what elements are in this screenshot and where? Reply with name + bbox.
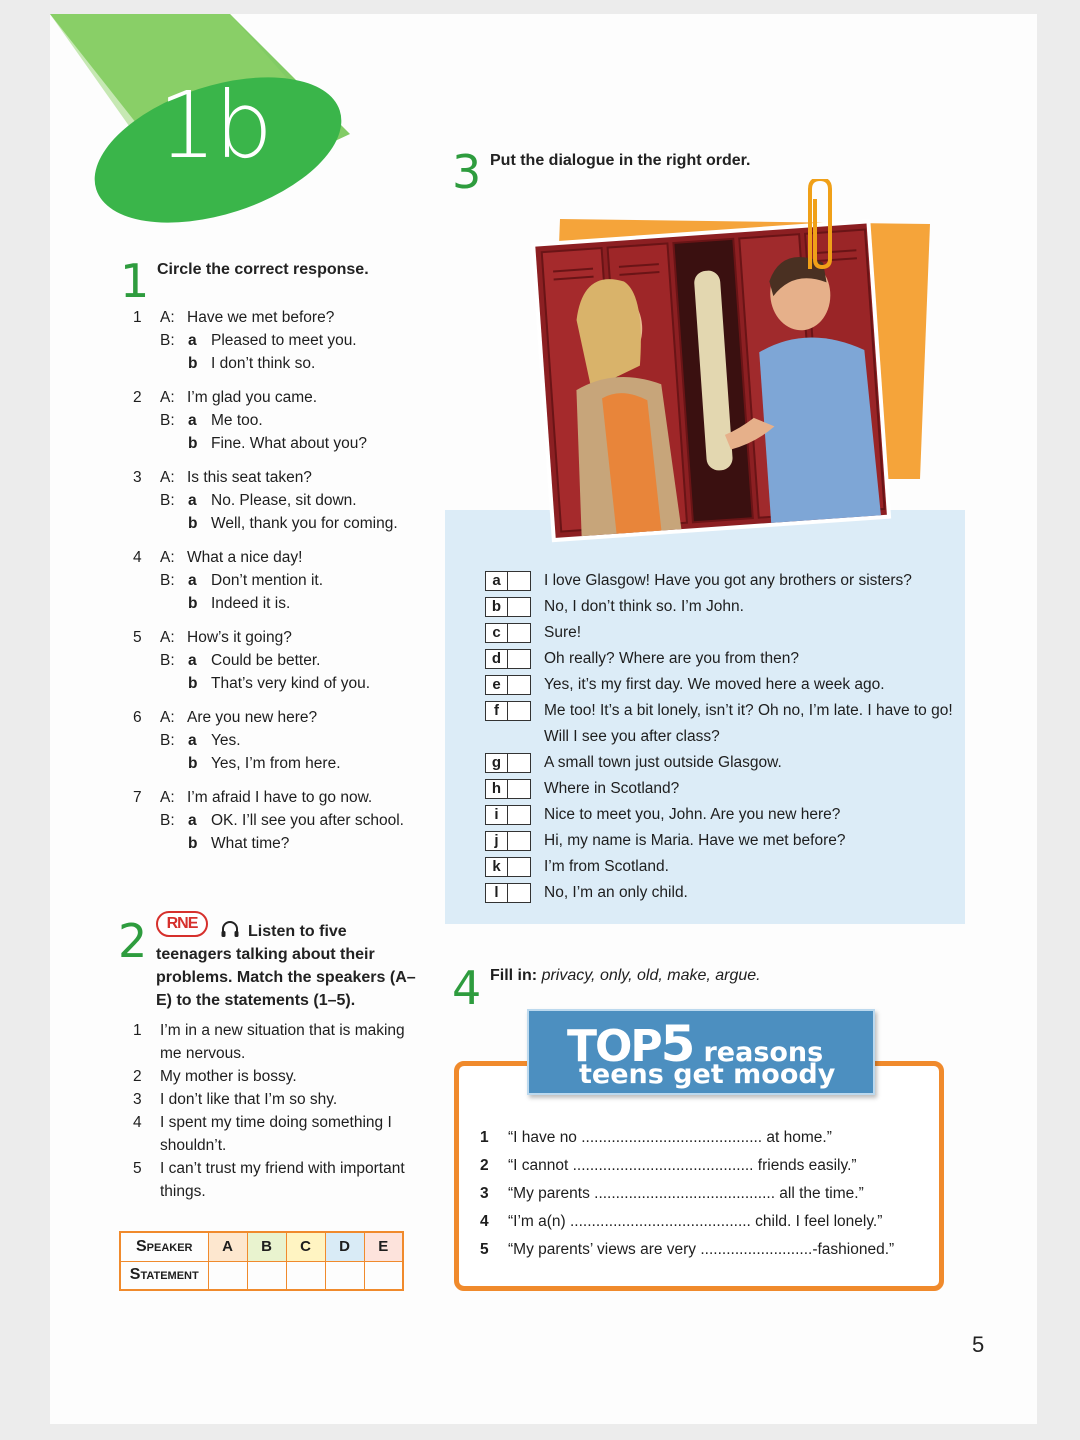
statement-item bbox=[130, 1111, 430, 1157]
speaker-table bbox=[119, 1231, 404, 1291]
fill-in-label: Fill in: bbox=[490, 967, 538, 984]
speaker-a-label: A: bbox=[160, 549, 175, 566]
dialogue-line bbox=[485, 828, 955, 854]
speaker-a: A bbox=[208, 1232, 247, 1261]
order-box[interactable] bbox=[485, 675, 531, 695]
question-prompt: I’m glad you came. bbox=[187, 389, 318, 406]
dialogue-text: Nice to meet you, John. Are you new here? bbox=[544, 806, 841, 823]
dialogue-line bbox=[485, 880, 955, 906]
statement-cell-a[interactable] bbox=[208, 1261, 247, 1290]
statement-item bbox=[130, 1065, 430, 1088]
order-box[interactable] bbox=[485, 857, 531, 877]
question-number: 5 bbox=[133, 629, 142, 646]
option-a[interactable]: Yes. bbox=[211, 732, 241, 749]
option-b-letter: b bbox=[188, 755, 198, 772]
dialogue-letter: k bbox=[486, 858, 508, 876]
exercise-2-number: 2 bbox=[118, 914, 148, 968]
dialogue-text: Oh really? Where are you from then? bbox=[544, 650, 800, 667]
speaker-a-label: A: bbox=[160, 629, 175, 646]
statement-cell-c[interactable] bbox=[286, 1261, 325, 1290]
dialogue-text: I’m from Scotland. bbox=[544, 858, 669, 875]
speaker-b: B bbox=[247, 1232, 286, 1261]
speaker-b-label: B: bbox=[160, 652, 175, 669]
order-box[interactable] bbox=[485, 883, 531, 903]
option-b-letter: b bbox=[188, 435, 198, 452]
dialogue-lines bbox=[485, 568, 955, 906]
question-number: 2 bbox=[133, 389, 142, 406]
speaker-a-label: A: bbox=[160, 309, 175, 326]
order-box[interactable] bbox=[485, 805, 531, 825]
banner-top: TOP bbox=[567, 1021, 661, 1072]
question-item bbox=[128, 546, 428, 626]
statement-number: 3 bbox=[133, 1091, 142, 1108]
option-a-letter: a bbox=[188, 412, 197, 429]
order-box[interactable] bbox=[485, 779, 531, 799]
exercise-3-number: 3 bbox=[452, 145, 482, 199]
dialogue-line bbox=[485, 802, 955, 828]
option-b[interactable]: Fine. What about you? bbox=[211, 435, 367, 452]
fill-in-sentence[interactable]: “My parents’ views are very ..........................-fashioned.” bbox=[508, 1241, 895, 1258]
option-a-letter: a bbox=[188, 812, 197, 829]
statement-cell-b[interactable] bbox=[247, 1261, 286, 1290]
option-b-letter: b bbox=[188, 675, 198, 692]
dialogue-letter: a bbox=[486, 572, 508, 590]
question-prompt: Are you new here? bbox=[187, 709, 318, 726]
option-a[interactable]: Could be better. bbox=[211, 652, 321, 669]
dialogue-text: Sure! bbox=[544, 624, 582, 641]
order-box[interactable] bbox=[485, 597, 531, 617]
fill-in-number: 4 bbox=[480, 1213, 489, 1230]
question-item bbox=[128, 386, 428, 466]
dialogue-line bbox=[485, 854, 955, 880]
speaker-b-label: B: bbox=[160, 332, 175, 349]
statement-text: My mother is bossy. bbox=[160, 1068, 297, 1085]
speaker-a-label: A: bbox=[160, 789, 175, 806]
option-b[interactable]: Well, thank you for coming. bbox=[211, 515, 398, 532]
exercise-4-instruction bbox=[490, 967, 761, 985]
question-number: 1 bbox=[133, 309, 142, 326]
statement-cell-d[interactable] bbox=[325, 1261, 364, 1290]
dialogue-line bbox=[485, 698, 955, 750]
lockers-photo bbox=[520, 179, 950, 549]
word-bank: privacy, only, old, make, argue. bbox=[541, 967, 761, 984]
option-b[interactable]: Yes, I’m from here. bbox=[211, 755, 341, 772]
statement-cell-e[interactable] bbox=[364, 1261, 403, 1290]
order-box[interactable] bbox=[485, 831, 531, 851]
speaker-e: E bbox=[364, 1232, 403, 1261]
question-number: 7 bbox=[133, 789, 142, 806]
statement-item bbox=[130, 1019, 430, 1065]
option-b-letter: b bbox=[188, 355, 198, 372]
exercise-2-statements bbox=[130, 1019, 430, 1203]
banner-five: 5 bbox=[660, 1015, 696, 1073]
dialogue-line bbox=[485, 776, 955, 802]
question-prompt: Have we met before? bbox=[187, 309, 335, 326]
speaker-a-label: A: bbox=[160, 469, 175, 486]
order-box[interactable] bbox=[485, 753, 531, 773]
dialogue-letter: l bbox=[486, 884, 508, 902]
option-a[interactable]: Pleased to meet you. bbox=[211, 332, 357, 349]
dialogue-line bbox=[485, 594, 955, 620]
order-box[interactable] bbox=[485, 649, 531, 669]
question-item bbox=[128, 706, 428, 786]
fill-in-number: 2 bbox=[480, 1157, 489, 1174]
question-prompt: Is this seat taken? bbox=[187, 469, 312, 486]
dialogue-text: No, I’m an only child. bbox=[544, 884, 688, 901]
dialogue-letter: d bbox=[486, 650, 508, 668]
exercise-3-instruction: Put the dialogue in the right order. bbox=[490, 152, 751, 169]
rne-badge: RNE bbox=[156, 911, 208, 937]
question-number: 4 bbox=[133, 549, 142, 566]
order-box[interactable] bbox=[485, 571, 531, 591]
speaker-b-label: B: bbox=[160, 732, 175, 749]
dialogue-text: Yes, it’s my first day. We moved here a week ago. bbox=[544, 676, 885, 693]
fill-in-number: 1 bbox=[480, 1129, 489, 1146]
option-a-letter: a bbox=[188, 572, 197, 589]
speaker-b-label: B: bbox=[160, 812, 175, 829]
fill-in-item bbox=[478, 1208, 938, 1236]
order-box[interactable] bbox=[485, 623, 531, 643]
dialogue-line bbox=[485, 646, 955, 672]
page-number: 5 bbox=[972, 1332, 985, 1357]
option-b[interactable]: That’s very kind of you. bbox=[211, 675, 371, 692]
exercise-1-list bbox=[128, 306, 428, 866]
speaker-a-label: A: bbox=[160, 709, 175, 726]
top5-banner bbox=[527, 1009, 875, 1095]
question-prompt: What a nice day! bbox=[187, 549, 303, 566]
lesson-number: 1b bbox=[158, 72, 271, 179]
order-box[interactable] bbox=[485, 701, 531, 721]
dialogue-line bbox=[485, 750, 955, 776]
exercise-1-number: 1 bbox=[120, 254, 150, 308]
dialogue-text: A small town just outside Glasgow. bbox=[544, 754, 782, 771]
statement-text: I’m in a new situation that is making me nervous. bbox=[160, 1022, 405, 1062]
dialogue-line bbox=[485, 568, 955, 594]
question-number: 6 bbox=[133, 709, 142, 726]
question-item bbox=[128, 786, 428, 866]
fill-in-item bbox=[478, 1152, 938, 1180]
speaker-header: Speaker bbox=[120, 1232, 208, 1261]
dialogue-text: Hi, my name is Maria. Have we met before? bbox=[544, 832, 846, 849]
statement-number: 4 bbox=[133, 1114, 142, 1131]
dialogue-letter: i bbox=[486, 806, 508, 824]
option-a-letter: a bbox=[188, 332, 197, 349]
option-b[interactable]: Indeed it is. bbox=[211, 595, 291, 612]
dialogue-letter: j bbox=[486, 832, 508, 850]
statement-text: I spent my time doing something I shouldn’t. bbox=[160, 1114, 392, 1154]
dialogue-text: No, I don’t think so. I’m John. bbox=[544, 598, 744, 615]
dialogue-letter: g bbox=[486, 754, 508, 772]
statement-number: 5 bbox=[133, 1160, 142, 1177]
speaker-c: C bbox=[286, 1232, 325, 1261]
option-a[interactable]: Don’t mention it. bbox=[211, 572, 323, 589]
banner-reasons: reasons bbox=[703, 1037, 824, 1068]
fill-in-sentence[interactable]: “I’m a(n) .......................................... child. I feel lonely.” bbox=[508, 1213, 883, 1230]
statement-item bbox=[130, 1157, 430, 1203]
statement-header: Statement bbox=[120, 1261, 208, 1290]
dialogue-letter: f bbox=[486, 702, 508, 720]
dialogue-line bbox=[485, 672, 955, 698]
fill-in-items bbox=[478, 1124, 938, 1264]
workbook-page bbox=[50, 14, 1037, 1424]
question-prompt: I’m afraid I have to go now. bbox=[187, 789, 373, 806]
option-a[interactable]: OK. I’ll see you after school. bbox=[211, 812, 404, 829]
statement-number: 2 bbox=[133, 1068, 142, 1085]
dialogue-line bbox=[485, 620, 955, 646]
dialogue-text: Me too! It’s a bit lonely, isn’t it? Oh no, I’m late. I have to go! Will I see you after class? bbox=[544, 702, 953, 745]
option-b[interactable]: I don’t think so. bbox=[211, 355, 316, 372]
question-prompt: How’s it going? bbox=[187, 629, 292, 646]
exercise-1-instruction: Circle the correct response. bbox=[157, 261, 369, 278]
dialogue-letter: b bbox=[486, 598, 508, 616]
dialogue-text: Where in Scotland? bbox=[544, 780, 680, 797]
option-a-letter: a bbox=[188, 492, 197, 509]
statement-text: I don’t like that I’m so shy. bbox=[160, 1091, 338, 1108]
dialogue-letter: c bbox=[486, 624, 508, 642]
question-item bbox=[128, 306, 428, 386]
speaker-b-label: B: bbox=[160, 412, 175, 429]
exercise-4-number: 4 bbox=[452, 961, 482, 1015]
dialogue-letter: h bbox=[486, 780, 508, 798]
dialogue-text: I love Glasgow! Have you got any brothers or sisters? bbox=[544, 572, 912, 589]
fill-in-sentence[interactable]: “I cannot .......................................... friends easily.” bbox=[508, 1157, 857, 1174]
speaker-b-label: B: bbox=[160, 492, 175, 509]
question-number: 3 bbox=[133, 469, 142, 486]
statement-item bbox=[130, 1088, 430, 1111]
fill-in-item bbox=[478, 1236, 938, 1264]
option-a-letter: a bbox=[188, 652, 197, 669]
fill-in-number: 5 bbox=[480, 1241, 489, 1258]
option-b-letter: b bbox=[188, 515, 198, 532]
option-a-letter: a bbox=[188, 732, 197, 749]
option-b[interactable]: What time? bbox=[211, 835, 290, 852]
fill-in-sentence[interactable]: “I have no .......................................... at home.” bbox=[508, 1129, 832, 1146]
dialogue-letter: e bbox=[486, 676, 508, 694]
option-a[interactable]: Me too. bbox=[211, 412, 263, 429]
fill-in-item bbox=[478, 1124, 938, 1152]
speaker-b-label: B: bbox=[160, 572, 175, 589]
exercise-2-instruction: Listen to five teenagers talking about their problems. Match the speakers (A–E) to the statements (1–5). bbox=[156, 923, 416, 1009]
fill-in-item bbox=[478, 1180, 938, 1208]
fill-in-number: 3 bbox=[480, 1185, 489, 1202]
statement-number: 1 bbox=[133, 1022, 142, 1039]
option-a[interactable]: No. Please, sit down. bbox=[211, 492, 357, 509]
question-item bbox=[128, 466, 428, 546]
option-b-letter: b bbox=[188, 595, 198, 612]
question-item bbox=[128, 626, 428, 706]
speaker-d: D bbox=[325, 1232, 364, 1261]
banner-line-2: teens get moody bbox=[579, 1059, 836, 1090]
fill-in-sentence[interactable]: “My parents .......................................... all the time.” bbox=[508, 1185, 864, 1202]
option-b-letter: b bbox=[188, 835, 198, 852]
speaker-a-label: A: bbox=[160, 389, 175, 406]
statement-text: I can’t trust my friend with important things. bbox=[160, 1160, 405, 1200]
